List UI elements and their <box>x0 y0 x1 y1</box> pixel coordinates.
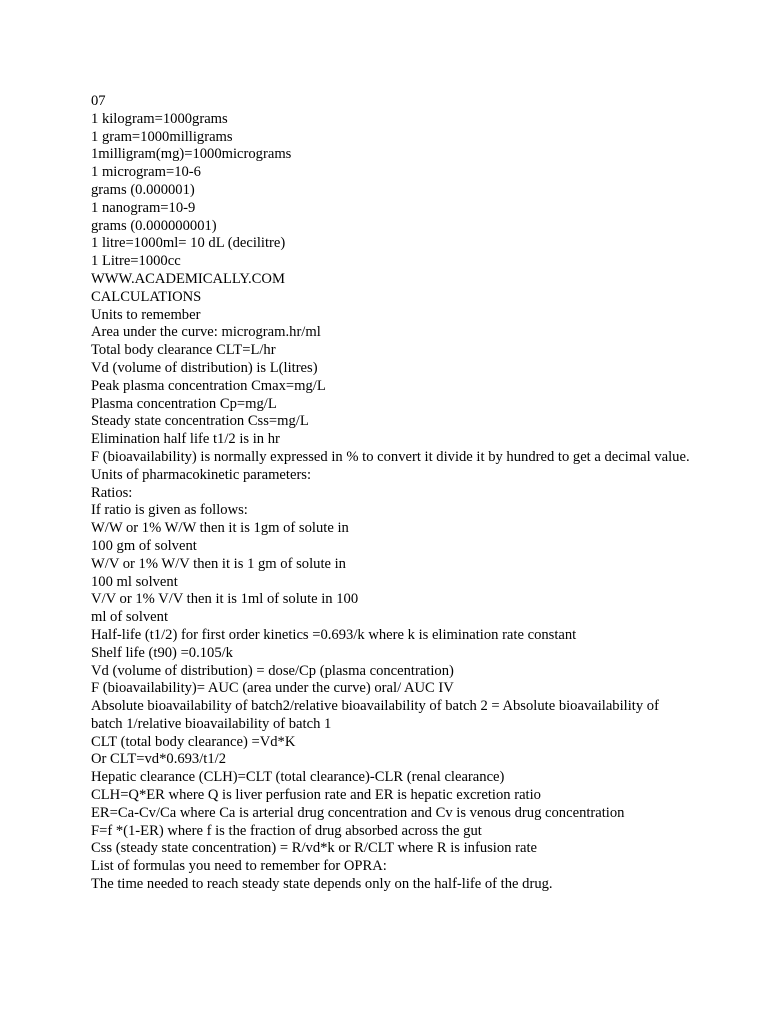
subheading: Ratios: <box>91 484 133 501</box>
text-line: CLT (total body clearance) =Vd*K <box>91 733 296 750</box>
text-line: Area under the curve: microgram.hr/ml <box>91 324 321 341</box>
text-line: 1 microgram=10-6 <box>91 164 201 181</box>
text-line: Plasma concentration Cp=mg/L <box>91 395 277 412</box>
text-line: grams (0.000000001) <box>91 217 217 234</box>
text-line: 100 ml solvent <box>91 573 178 590</box>
text-line: Steady state concentration Css=mg/L <box>91 413 309 430</box>
text-line: W/V or 1% W/V then it is 1 gm of solute in <box>91 555 346 572</box>
page-number: 07 <box>91 93 106 109</box>
text-line: The time needed to reach steady state depends only on the half-life of the drug. <box>91 876 553 893</box>
text-line: Vd (volume of distribution) = dose/Cp (plasma concentration) <box>91 662 454 679</box>
subheading: Units to remember <box>91 306 201 323</box>
text-line: Peak plasma concentration Cmax=mg/L <box>91 377 326 394</box>
text-line: ml of solvent <box>91 609 169 626</box>
text-line: Elimination half life t1/2 is in hr <box>91 431 280 448</box>
text-line: V/V or 1% V/V then it is 1ml of solute in 100 <box>91 591 359 608</box>
text-line: CLH=Q*ER where Q is liver perfusion rate and ER is hepatic excretion ratio <box>91 787 541 804</box>
text-line: Css (steady state concentration) = R/vd*k or R/CLT where R is infusion rate <box>91 840 537 857</box>
text-line: Hepatic clearance (CLH)=CLT (total clearance)-CLR (renal clearance) <box>91 769 505 786</box>
website-text: WWW.ACADEMICALLY.COM <box>91 270 285 287</box>
text-line: Or CLT=vd*0.693/t1/2 <box>91 751 226 768</box>
text-line: grams (0.000001) <box>91 181 195 198</box>
text-line: 1milligram(mg)=1000micrograms <box>91 146 292 163</box>
text-line: F (bioavailability) is normally expressed in % to convert it divide it by hundred to get a decimal value. <box>91 448 690 465</box>
text-line: 1 litre=1000ml= 10 dL (decilitre) <box>91 235 286 252</box>
section-heading: CALCULATIONS <box>91 288 202 305</box>
subheading: Units of pharmacokinetic parameters: <box>91 466 312 483</box>
subheading: List of formulas you need to remember for OPRA: <box>91 858 387 875</box>
text-line: ER=Ca-Cv/Ca where Ca is arterial drug concentration and Cv is venous drug concentration <box>91 804 625 821</box>
text-line: W/W or 1% W/W then it is 1gm of solute in <box>91 520 349 537</box>
text-line: If ratio is given as follows: <box>91 502 248 519</box>
text-line: F (bioavailability)= AUC (area under the curve) oral/ AUC IV <box>91 680 454 697</box>
text-line: Absolute bioavailability of batch2/relative bioavailability of batch 2 = Absolute bioavailability of batch 1/relative bioavailability of batch 1 <box>91 698 659 732</box>
text-line: 1 gram=1000milligrams <box>91 128 233 145</box>
text-line: 1 nanogram=10-9 <box>91 199 196 216</box>
text-line: 1 Litre=1000cc <box>91 253 181 270</box>
text-line: Total body clearance CLT=L/hr <box>91 342 276 359</box>
text-line: Shelf life (t90) =0.105/k <box>91 644 233 661</box>
text-line: F=f *(1-ER) where f is the fraction of drug absorbed across the gut <box>91 822 482 839</box>
text-line: Vd (volume of distribution) is L(litres) <box>91 359 318 376</box>
document-body <box>91 93 691 894</box>
text-line: 1 kilogram=1000grams <box>91 110 228 127</box>
text-line: Half-life (t1/2) for first order kinetics =0.693/k where k is elimination rate constant <box>91 626 577 643</box>
text-line: 100 gm of solvent <box>91 537 197 554</box>
